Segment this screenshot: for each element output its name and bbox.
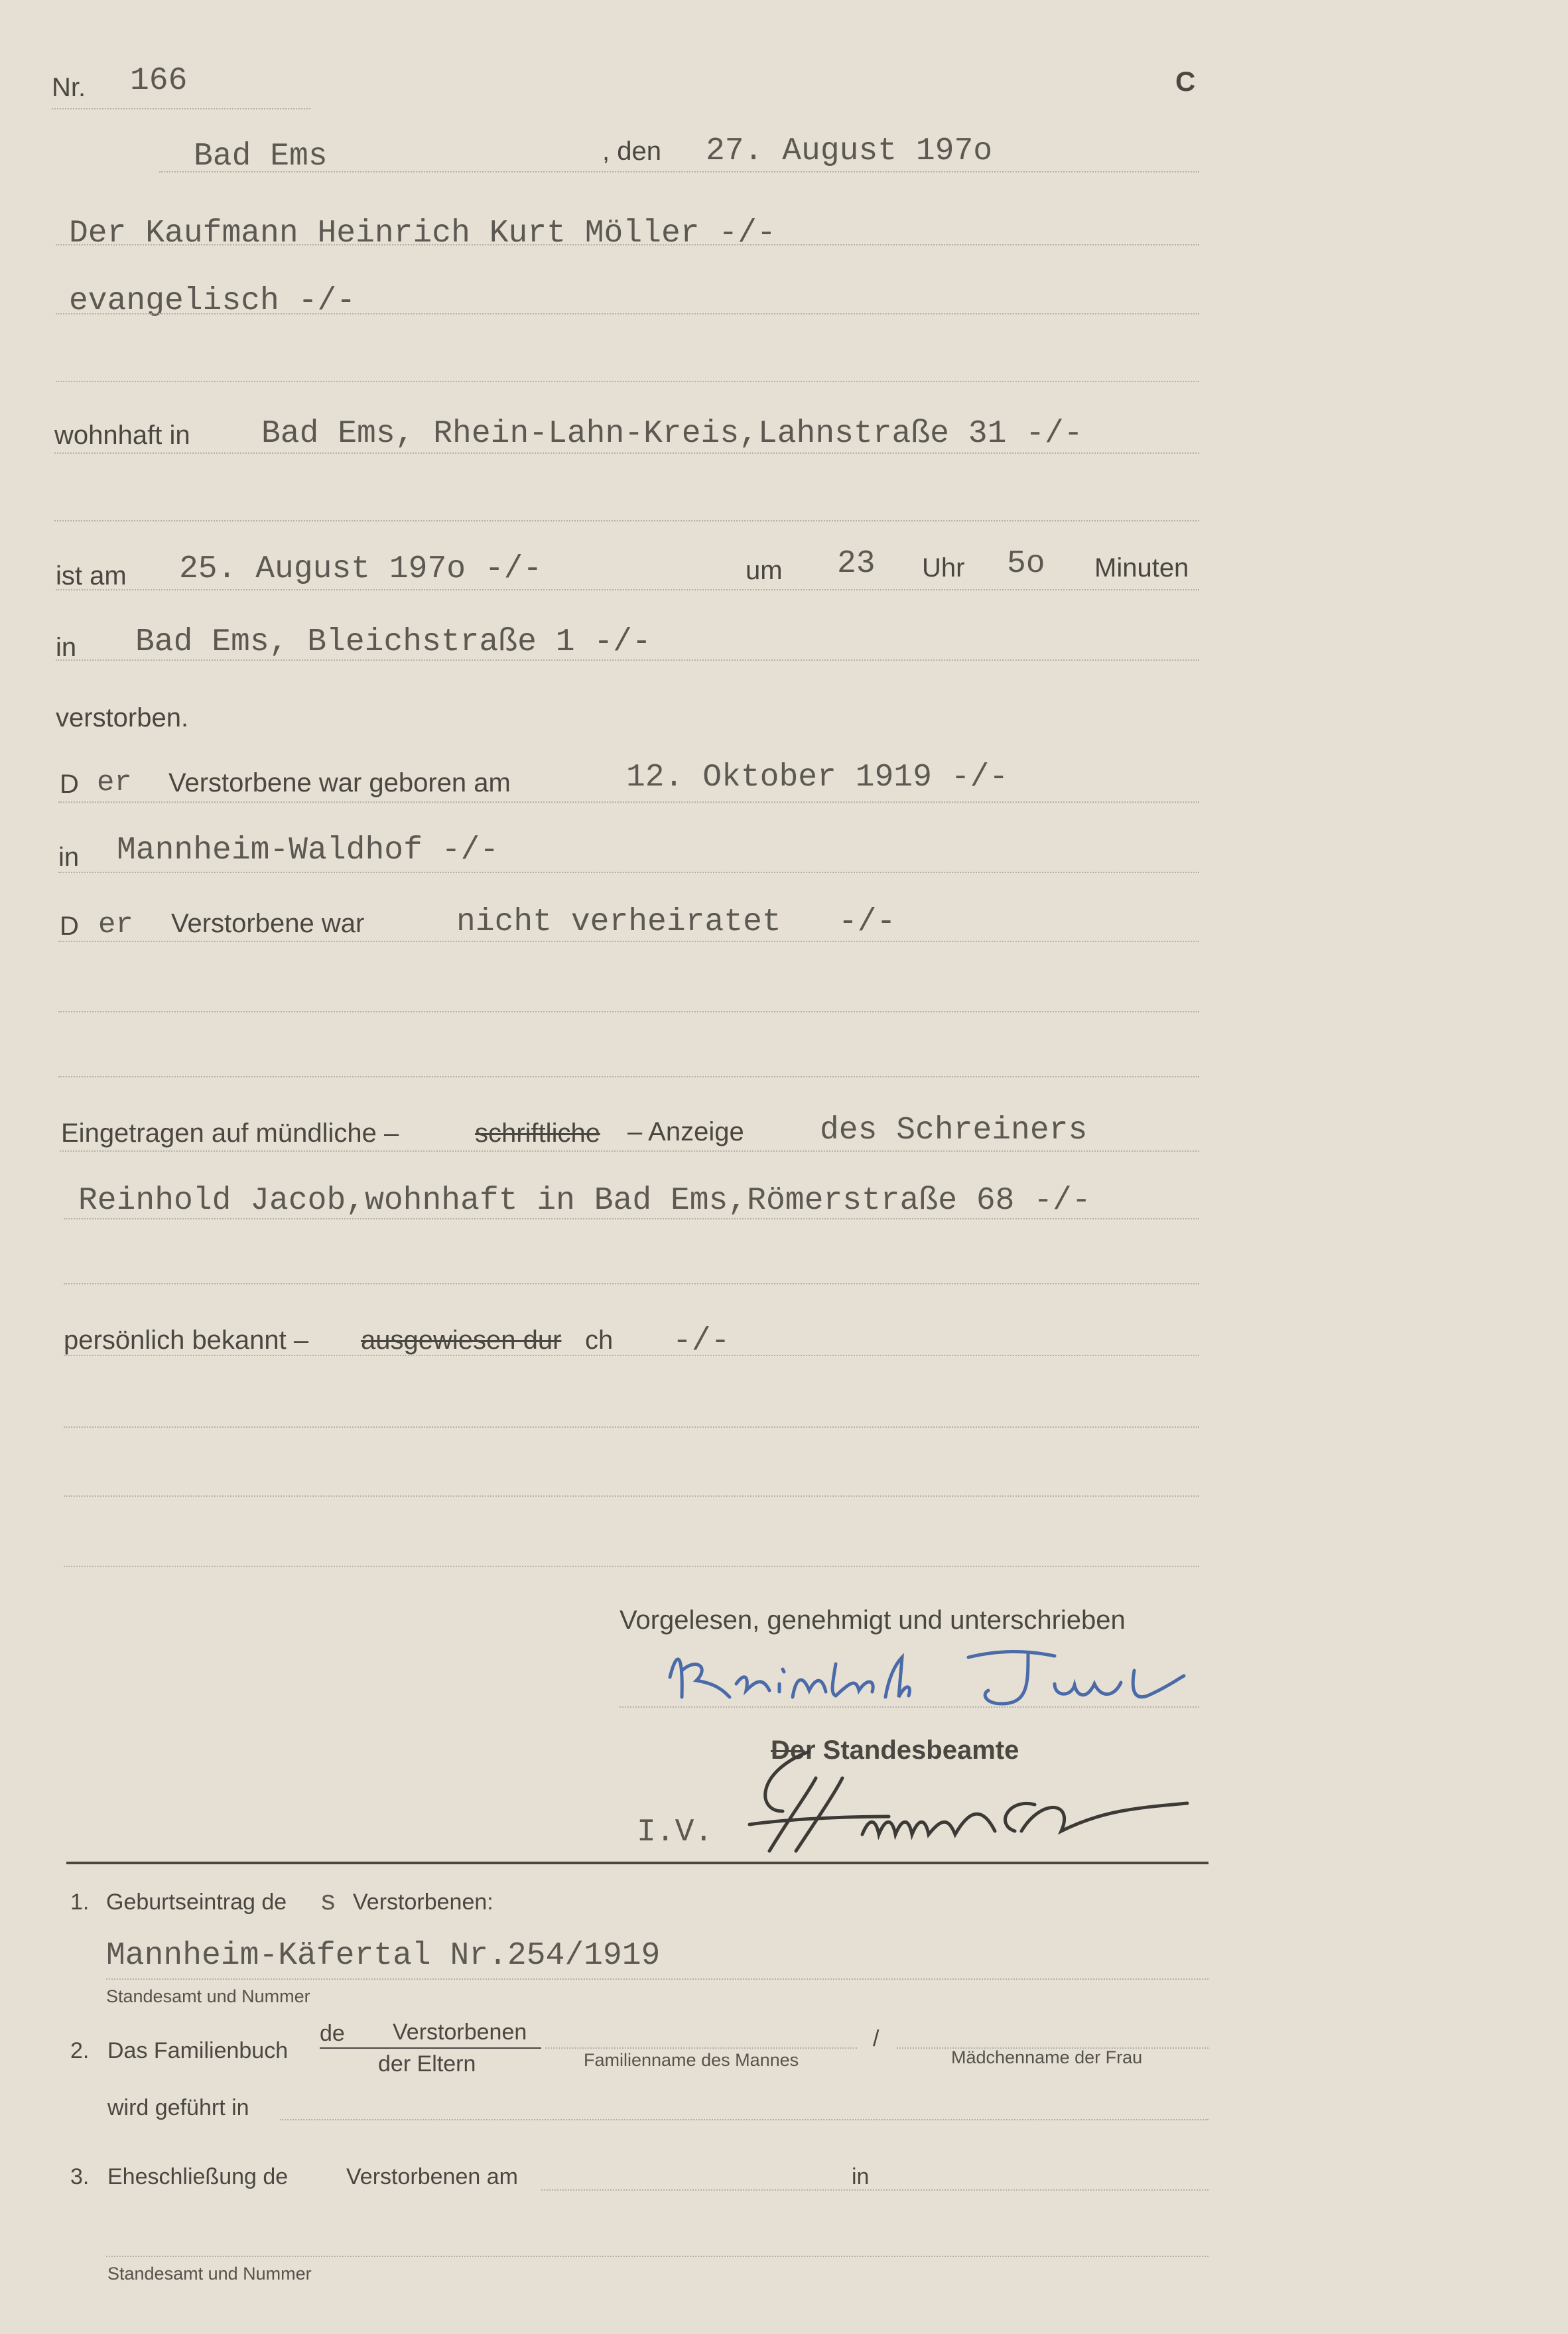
date-prefix: , den [602, 137, 661, 166]
registration-rule [60, 1150, 1199, 1152]
marital-label: Verstorbene war [171, 909, 365, 938]
informant-signature [657, 1637, 1187, 1717]
item1-value: Mannheim-Käfertal Nr.254/1919 [106, 1938, 661, 1974]
section-divider [66, 1862, 1209, 1864]
closing-text: Vorgelesen, genehmigt und unterschrieben [620, 1606, 1126, 1635]
nr-value: 166 [130, 63, 188, 99]
identity-rule-3 [64, 1495, 1199, 1497]
item1-label: Geburtseintrag de [106, 1889, 287, 1915]
item2-bottom: der Eltern [378, 2051, 476, 2077]
birth-d-label: D [60, 770, 79, 799]
person-line-1: Der Kaufmann Heinrich Kurt Möller -/- [69, 216, 776, 251]
item1-caption: Standesamt und Nummer [106, 1986, 310, 2006]
item2-fraction-line [320, 2047, 541, 2049]
person-line-3-rule [56, 381, 1199, 382]
death-place-value: Bad Ems, Bleichstraße 1 -/- [135, 624, 651, 660]
informant-signature-rule [620, 1706, 1199, 1708]
item3-rule [541, 2189, 1209, 2191]
death-place-rule [56, 659, 1199, 661]
birth-place-label: in [58, 843, 80, 872]
item3-num: 3. [70, 2164, 90, 2189]
item3-rule-2 [106, 2256, 1209, 2257]
residence-rule-2 [54, 520, 1199, 521]
identity-value: -/- [673, 1324, 730, 1359]
identity-rule-2 [64, 1426, 1199, 1428]
item3-caption: Standesamt und Nummer [107, 2264, 312, 2284]
death-date-label: ist am [56, 561, 127, 590]
identity-prefix: persönlich bekannt – [64, 1326, 309, 1355]
item2-kept-rule [280, 2119, 1209, 2120]
item1-num: 1. [70, 1889, 90, 1915]
registration-rule-2 [64, 1218, 1199, 1219]
item2-label: Das Familienbuch [107, 2038, 289, 2063]
marital-d-label: D [60, 912, 79, 941]
identity-rule [64, 1355, 1199, 1356]
death-place-label: in [56, 633, 77, 662]
item2-slash: / [873, 2026, 880, 2051]
form-letter: C [1175, 66, 1196, 97]
registrar-signature [730, 1738, 1194, 1858]
time-um: um [746, 556, 783, 585]
item3-mid: Verstorbenen am [346, 2164, 518, 2189]
death-date-rule [56, 589, 1199, 590]
marital-rule [58, 941, 1199, 942]
birth-er-label: er [97, 766, 132, 799]
marital-er-label: er [98, 908, 133, 941]
nr-line [52, 108, 310, 109]
identity-struck: ausgewiesen dur [361, 1326, 562, 1355]
death-hour: 23 [837, 546, 876, 582]
item2-de: de [320, 2021, 345, 2046]
time-uhr: Uhr [922, 553, 965, 583]
residence-rule [54, 452, 1199, 454]
birth-date-rule [58, 801, 1199, 803]
person-line-1-rule [56, 244, 1199, 245]
registration-value-1: des Schreiners [820, 1113, 1088, 1148]
item2-kept: wird geführt in [107, 2095, 249, 2120]
death-date-value: 25. August 197o -/- [179, 551, 543, 587]
time-minuten: Minuten [1094, 553, 1189, 583]
marital-rule-3 [58, 1076, 1199, 1077]
item1-rule [106, 1978, 1209, 1980]
registration-suffix: – Anzeige [627, 1117, 744, 1146]
place-value: Bad Ems [194, 139, 328, 174]
marital-rule-2 [58, 1011, 1199, 1012]
item1-s: s [320, 1886, 337, 1918]
item2-num: 2. [70, 2038, 90, 2063]
person-line-2-rule [56, 313, 1199, 314]
item2-husband-rule [545, 2047, 857, 2049]
identity-tail: ch [585, 1326, 614, 1355]
item2-wife: Mädchenname der Frau [951, 2047, 1143, 2067]
item3-label: Eheschließung de [107, 2164, 289, 2189]
registration-struck: schriftliche [475, 1119, 600, 1148]
item2-husband: Familienname des Mannes [584, 2050, 799, 2070]
person-line-2: evangelisch -/- [69, 283, 356, 319]
residence-label: wohnhaft in [54, 421, 190, 450]
item2-top: Verstorbenen [393, 2020, 527, 2045]
residence-value: Bad Ems, Rhein-Lahn-Kreis,Lahnstraße 31 -/- [261, 416, 1083, 452]
registrar-title-struck: De [771, 1736, 805, 1765]
registration-value-2: Reinhold Jacob,wohnhaft in Bad Ems,Römerstraße 68 -/- [78, 1183, 1091, 1219]
item1-suffix: Verstorbenen: [353, 1889, 493, 1915]
verstorben-label: verstorben. [56, 703, 189, 732]
date-line [159, 171, 1199, 172]
registration-prefix: Eingetragen auf mündliche – [61, 1119, 399, 1148]
birth-place-value: Mannheim-Waldhof -/- [117, 833, 499, 868]
birth-label: Verstorbene war geboren am [168, 768, 511, 797]
nr-label: Nr. [52, 73, 86, 102]
identity-rule-4 [64, 1566, 1199, 1567]
registration-rule-3 [64, 1283, 1199, 1284]
marital-suffix: -/- [838, 904, 896, 940]
birth-date-value: 12. Oktober 1919 -/- [626, 760, 1009, 795]
marital-value: nicht verheiratet [456, 904, 781, 940]
death-minute: 5o [1007, 546, 1045, 582]
birth-place-rule [58, 872, 1199, 873]
iv-label: I.V. [637, 1815, 714, 1850]
item3-in: in [852, 2164, 870, 2189]
registrar-title: r Standesbeamte [805, 1736, 1019, 1765]
date-value: 27. August 197o [706, 133, 993, 169]
